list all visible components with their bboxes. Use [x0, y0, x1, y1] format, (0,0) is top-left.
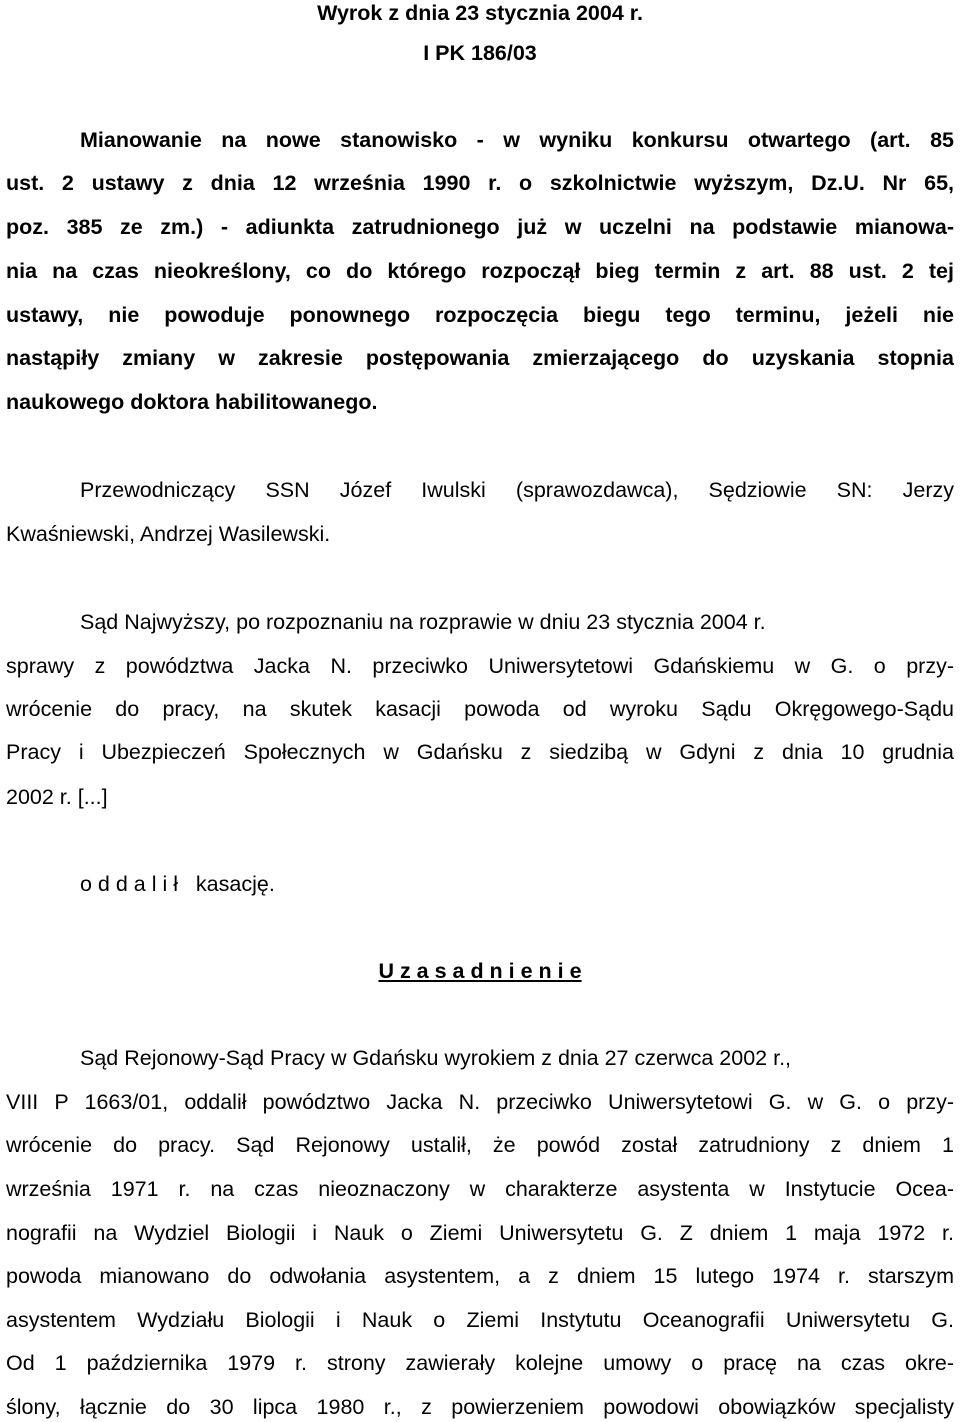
justification-heading: U z a s a d n i e n i e [378, 959, 582, 983]
justification-line: asystentem Wydziału Biologii i Nauk o Ziemi Instytutu Oceanografii Uniwersytetu G. [6, 1308, 954, 1332]
justification-line: VIII P 1663/01, oddalił powództwo Jacka N. przeciwko Uniwersytetowi G. w G. o przy- [6, 1090, 954, 1114]
justification-line: Sąd Rejonowy-Sąd Pracy w Gdańsku wyrokiem z dnia 27 czerwca 2002 r., [80, 1046, 792, 1070]
thesis-line: nia na czas nieokreślony, co do którego rozpoczął bieg termin z art. 88 ust. 2 tej [6, 259, 954, 283]
justification-line: Od 1 października 1979 r. strony zawierały kolejne umowy o pracę na czas okre- [6, 1351, 954, 1375]
sentence-line: Pracy i Ubezpieczeń Społecznych w Gdańsku z siedzibą w Gdyni z dnia 10 grudnia [6, 740, 954, 764]
justification-line: września 1971 r. na czas nieoznaczony w charakterze asystenta w Instytucie Ocea- [6, 1177, 954, 1201]
sentence-line: sprawy z powództwa Jacka N. przeciwko Uniwersytetowi Gdańskiemu w G. o przy- [6, 654, 954, 678]
judgment-title: Wyrok z dnia 23 stycznia 2004 r. [317, 1, 643, 25]
justification-line: nografii na Wydziel Biologii i Nauk o Ziemi Uniwersytetu G. Z dniem 1 maja 1972 r. [6, 1221, 954, 1245]
sentence-line: Sąd Najwyższy, po rozpoznaniu na rozprawie w dniu 23 stycznia 2004 r. [80, 610, 766, 634]
composition-line: Przewodniczący SSN Józef Iwulski (sprawozdawca), Sędziowie SN: Jerzy [80, 478, 954, 502]
justification-line: wrócenie do pracy. Sąd Rejonowy ustalił, że powód został zatrudniony z dniem 1 [6, 1133, 954, 1157]
ruling-object: kasację. [195, 872, 275, 896]
ruling-verb: o d d a l i ł [80, 872, 178, 896]
sentence-line: wrócenie do pracy, na skutek kasacji powoda od wyroku Sądu Okręgowego-Sądu [6, 697, 954, 721]
thesis-line: naukowego doktora habilitowanego. [6, 390, 378, 414]
justification-line: powoda mianowano do odwołania asystentem, a z dniem 15 lutego 1974 r. starszym [6, 1264, 954, 1288]
thesis-line: Mianowanie na nowe stanowisko - w wyniku konkursu otwartego (art. 85 [80, 128, 954, 152]
sentence-line: 2002 r. [...] [6, 785, 108, 809]
ruling-line [80, 869, 954, 899]
thesis-line: poz. 385 ze zm.) - adiunkta zatrudnionego już w uczelni na podstawie mianowa- [6, 215, 954, 239]
case-number: I PK 186/03 [423, 41, 537, 65]
thesis-line: ust. 2 ustawy z dnia 12 września 1990 r. o szkolnictwie wyższym, Dz.U. Nr 65, [6, 171, 954, 195]
composition-line: Kwaśniewski, Andrzej Wasilewski. [6, 522, 331, 546]
justification-line: ślony, łącznie do 30 lipca 1980 r., z powierzeniem powodowi obowiązków specjalisty [6, 1395, 954, 1419]
thesis-line: ustawy, nie powoduje ponownego rozpoczęcia biegu tego terminu, jeżeli nie [6, 303, 954, 327]
thesis-line: nastąpiły zmiany w zakresie postępowania zmierzającego do uzyskania stopnia [6, 346, 954, 370]
